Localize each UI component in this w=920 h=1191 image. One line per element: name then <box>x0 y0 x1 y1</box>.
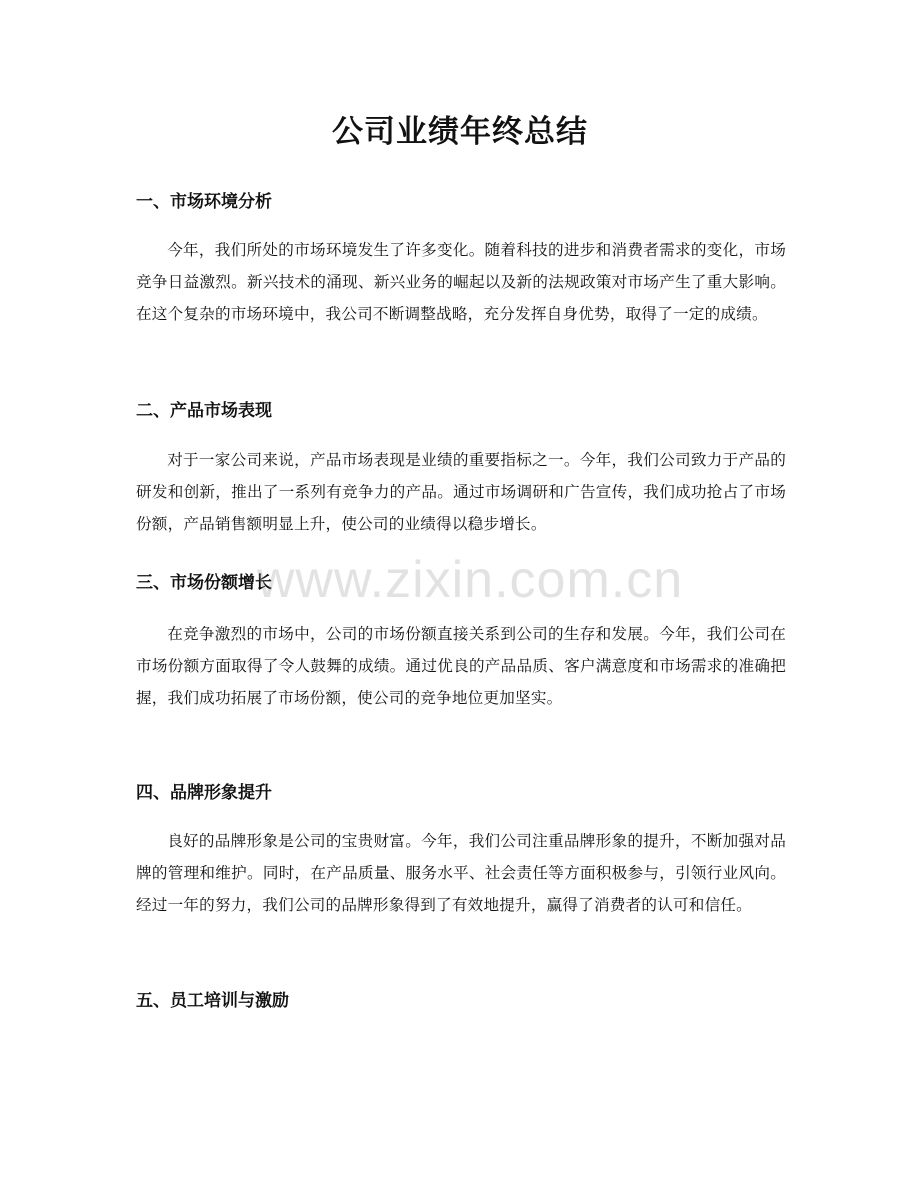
section-heading-product-performance: 二、产品市场表现 <box>136 401 272 421</box>
section-heading-market-environment: 一、市场环境分析 <box>136 192 272 212</box>
section-heading-staff-training: 五、员工培训与激励 <box>136 991 289 1011</box>
section-paragraph-market-environment: 今年，我们所处的市场环境发生了许多变化。随着科技的进步和消费者需求的变化，市场竞争日益激烈。新兴技术的涌现、新兴业务的崛起以及新的法规政策对市场产生了重大影响。在这个复杂的市场环境中，我公司不断调整战略，充分发挥自身优势，取得了一定的成绩。 <box>136 241 786 323</box>
section-heading-brand-image: 四、品牌形象提升 <box>136 783 272 803</box>
document-title: 公司业绩年终总结 <box>332 114 588 150</box>
watermark: www.zixin.com.cn <box>256 551 684 609</box>
section-paragraph-product-performance: 对于一家公司来说，产品市场表现是业绩的重要指标之一。今年，我们公司致力于产品的研发和创新，推出了一系列有竞争力的产品。通过市场调研和广告宣传，我们成功抢占了市场份额，产品销售额明显上升，使公司的业绩得以稳步增长。 <box>136 451 786 533</box>
section-paragraph-brand-image: 良好的品牌形象是公司的宝贵财富。今年，我们公司注重品牌形象的提升，不断加强对品牌的管理和维护。同时，在产品质量、服务水平、社会责任等方面积极参与，引领行业风向。经过一年的努力，我们公司的品牌形象得到了有效地提升，赢得了消费者的认可和信任。 <box>136 832 786 914</box>
section-paragraph-market-share: 在竞争激烈的市场中，公司的市场份额直接关系到公司的生存和发展。今年，我们公司在市场份额方面取得了令人鼓舞的成绩。通过优良的产品品质、客户满意度和市场需求的准确把握，我们成功拓展了市场份额，使公司的竞争地位更加坚实。 <box>136 625 786 707</box>
section-heading-market-share: 三、市场份额增长 <box>136 573 272 593</box>
